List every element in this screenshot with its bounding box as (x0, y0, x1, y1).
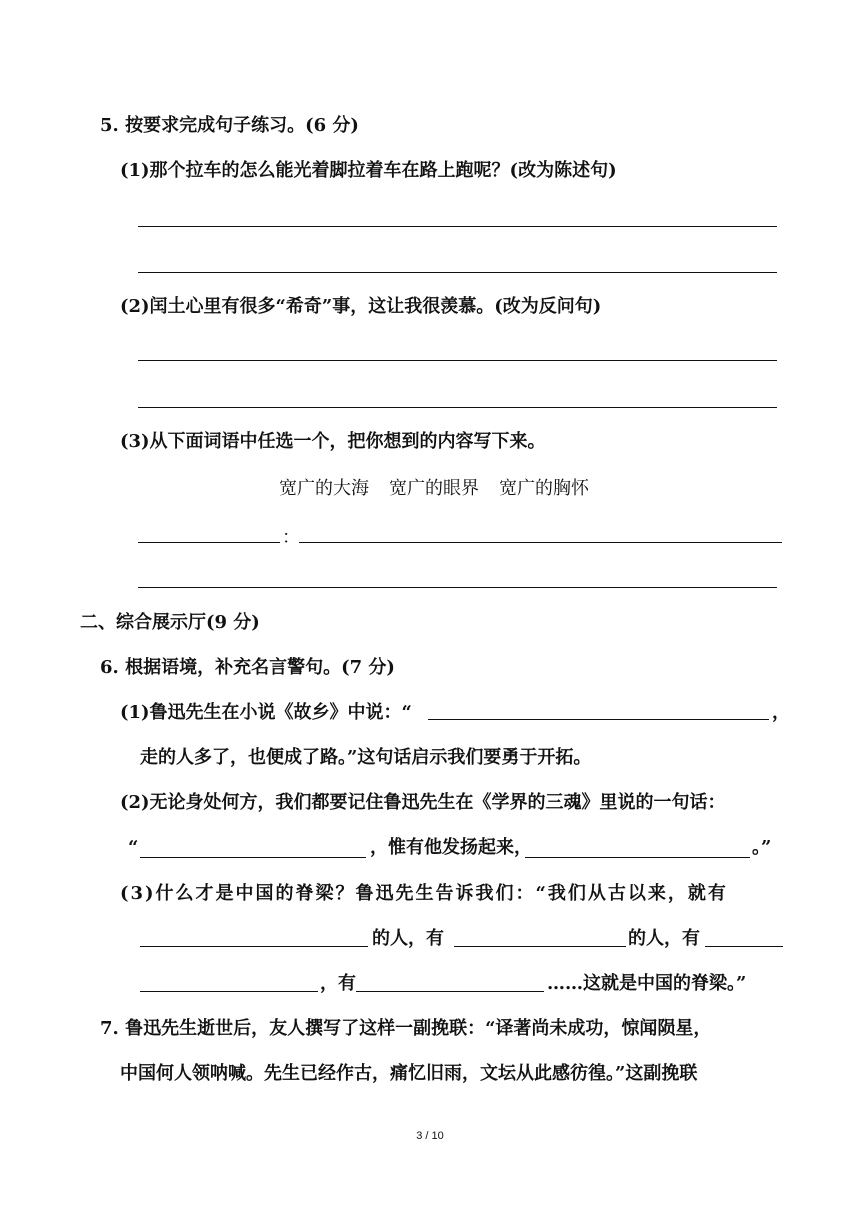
q5-part3-word-blank[interactable] (138, 542, 280, 543)
q7-text-2: 中国何人领呐喊。先生已经作古，痛忆旧雨，文坛从此感彷徨。”这副挽联 (120, 1063, 698, 1084)
q6-part1-comma: ， (772, 702, 790, 723)
q6-part2-prompt: (2)无论身处何方，我们都要记住鲁迅先生在《学界的三魂》里说的一句话： (120, 792, 726, 813)
q6-part3-blank-3b[interactable] (140, 991, 318, 992)
q6-part3-blank-4[interactable] (356, 991, 544, 992)
q5-part1-answer-line-1[interactable] (138, 226, 777, 227)
q6-part2-middle: ，惟有他发扬起来， (370, 837, 532, 858)
q7-line-1 (100, 1017, 711, 1041)
q7-text-1: 鲁迅先生逝世后，友人撰写了这样一副挽联：“译著尚未成功，惊闻陨星， (125, 1018, 712, 1039)
q6-part3-prompt: (3)什么才是中国的脊梁？鲁迅先生告诉我们：“我们从古以来，就有 (120, 883, 728, 904)
page-number: 3 / 10 (416, 1130, 444, 1142)
q5-number: 5. (100, 115, 119, 136)
q5-part2-answer-line-2[interactable] (138, 407, 777, 408)
q6-part1-continuation: 走的人多了，也便成了路。”这句话启示我们要勇于开拓。 (140, 747, 592, 768)
q6-part1-blank[interactable] (428, 719, 769, 720)
q7-number: 7. (100, 1018, 119, 1039)
q5-part3-answer-line-1[interactable] (299, 542, 782, 543)
word-option: 宽广的胸怀 (499, 478, 589, 499)
section-2-title: 二、综合展示厅(9 分) (80, 612, 260, 633)
word-option: 宽广的大海 (279, 478, 369, 499)
q5-heading (100, 114, 359, 138)
q6-part2-blank-1[interactable] (140, 857, 366, 858)
q6-part3-text-1: 的人，有 (372, 928, 444, 949)
q5-word-options (279, 477, 589, 501)
q6-part3-text-4: ……这就是中国的脊梁。” (547, 973, 747, 994)
q5-part3-prompt: (3)从下面词语中任选一个，把你想到的内容写下来。 (120, 431, 546, 452)
q6-number: 6. (100, 657, 119, 678)
q6-part2-blank-2[interactable] (525, 857, 750, 858)
q6-part1-prompt: (1)鲁迅先生在小说《故乡》中说：“ (120, 702, 412, 723)
q6-part2-open-quote: “ (128, 837, 139, 858)
word-option: 宽广的眼界 (389, 478, 479, 499)
q5-part3-colon: ： (282, 527, 300, 548)
q5-title: 按要求完成句子练习。(6 分) (125, 115, 359, 136)
q5-part3-answer-line-2[interactable] (138, 587, 777, 588)
q5-part1-answer-line-2[interactable] (138, 272, 777, 273)
q5-part2-answer-line-1[interactable] (138, 360, 777, 361)
q6-title: 根据语境，补充名言警句。(7 分) (125, 657, 395, 678)
q6-part3-text-3: ，有 (320, 973, 356, 994)
q6-part3-blank-1[interactable] (140, 946, 368, 947)
q5-part2-prompt: (2)闰土心里有很多“希奇”事，这让我很羡慕。(改为反问句) (120, 296, 602, 317)
q6-part3-blank-2[interactable] (454, 946, 626, 947)
q6-part2-end: 。” (752, 837, 772, 858)
q6-part3-blank-3a[interactable] (705, 946, 783, 947)
q6-heading (100, 656, 395, 680)
q5-part1-prompt: (1)那个拉车的怎么能光着脚拉着车在路上跑呢？(改为陈述句) (120, 160, 617, 181)
q6-part3-text-2: 的人，有 (628, 928, 700, 949)
